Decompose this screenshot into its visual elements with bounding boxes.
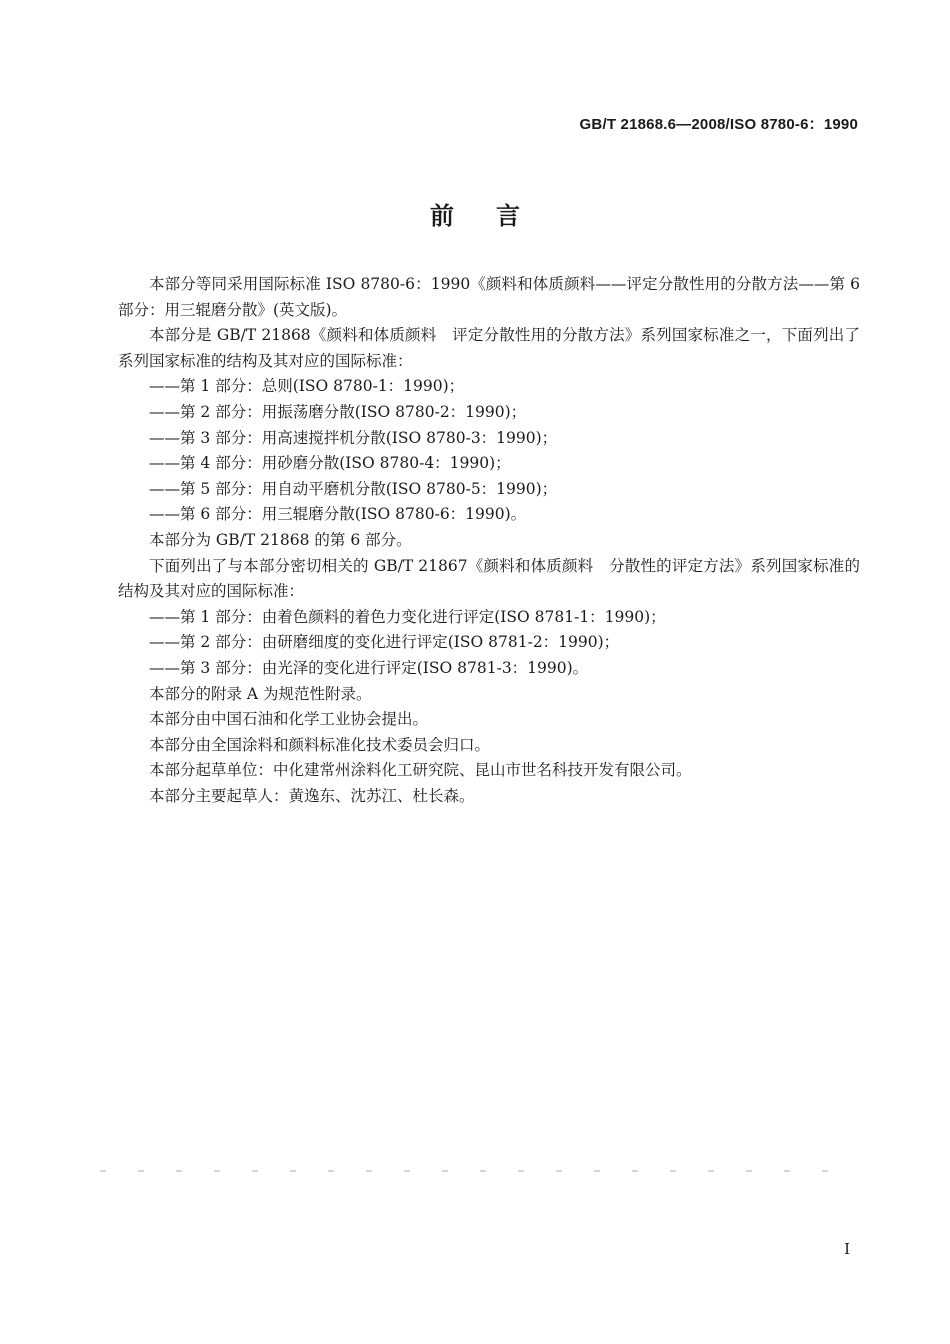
list-item: ——第 3 部分：由光泽的变化进行评定(ISO 8781-3：1990)。 — [149, 658, 589, 677]
paragraph: 本部分由全国涂料和颜料标准化技术委员会归口。 — [149, 735, 491, 754]
paragraph: 本部分是 GB/T 21868《颜料和体质颜料 评定分散性用的分散方法》系列国家标准之一，下面列出了系列国家标准的结构及其对应的国际标准： — [118, 326, 860, 370]
list-item: ——第 2 部分：由研磨细度的变化进行评定(ISO 8781-2：1990)； — [149, 633, 620, 652]
page-number: I — [844, 1240, 850, 1258]
list-item: ——第 2 部分：用振荡磨分散(ISO 8780-2：1990)； — [149, 402, 527, 421]
paragraph: 本部分由中国石油和化学工业协会提出。 — [149, 710, 429, 729]
list-item: ——第 3 部分：用高速搅拌机分散(ISO 8780-3：1990)； — [149, 428, 558, 447]
page-title: 前言 — [430, 202, 562, 230]
list-item: ——第 1 部分：总则(ISO 8780-1：1990)； — [149, 377, 465, 396]
paragraph: 本部分为 GB/T 21868 的第 6 部分。 — [149, 530, 412, 549]
paragraph: 本部分起草单位：中化建常州涂料化工研究院、昆山市世名科技开发有限公司。 — [149, 761, 692, 780]
list-item: ——第 1 部分：由着色颜料的着色力变化进行评定(ISO 8781-1：1990)； — [149, 607, 666, 626]
paragraph: 本部分等同采用国际标准 ISO 8780-6：1990《颜料和体质颜料——评定分散性用的分散方法——第 6 部分：用三辊磨分散》(英文版)。 — [118, 275, 860, 319]
paragraph: 本部分主要起草人：黄逸东、沈苏江、杜长森。 — [149, 786, 475, 805]
scan-artifact-line — [100, 1170, 850, 1172]
paragraph: 本部分的附录 A 为规范性附录。 — [149, 684, 372, 703]
standard-code: GB/T 21868.6—2008/ISO 8780-6：1990 — [579, 116, 858, 133]
paragraph: 下面列出了与本部分密切相关的 GB/T 21867《颜料和体质颜料 分散性的评定方法》系列国家标准的结构及其对应的国际标准： — [118, 556, 860, 601]
list-item: ——第 4 部分：用砂磨分散(ISO 8780-4：1990)； — [149, 454, 511, 473]
list-item: ——第 5 部分：用自动平磨机分散(ISO 8780-5：1990)； — [149, 479, 558, 498]
foreword-body — [118, 272, 860, 809]
list-item: ——第 6 部分：用三辊磨分散(ISO 8780-6：1990)。 — [149, 505, 527, 524]
